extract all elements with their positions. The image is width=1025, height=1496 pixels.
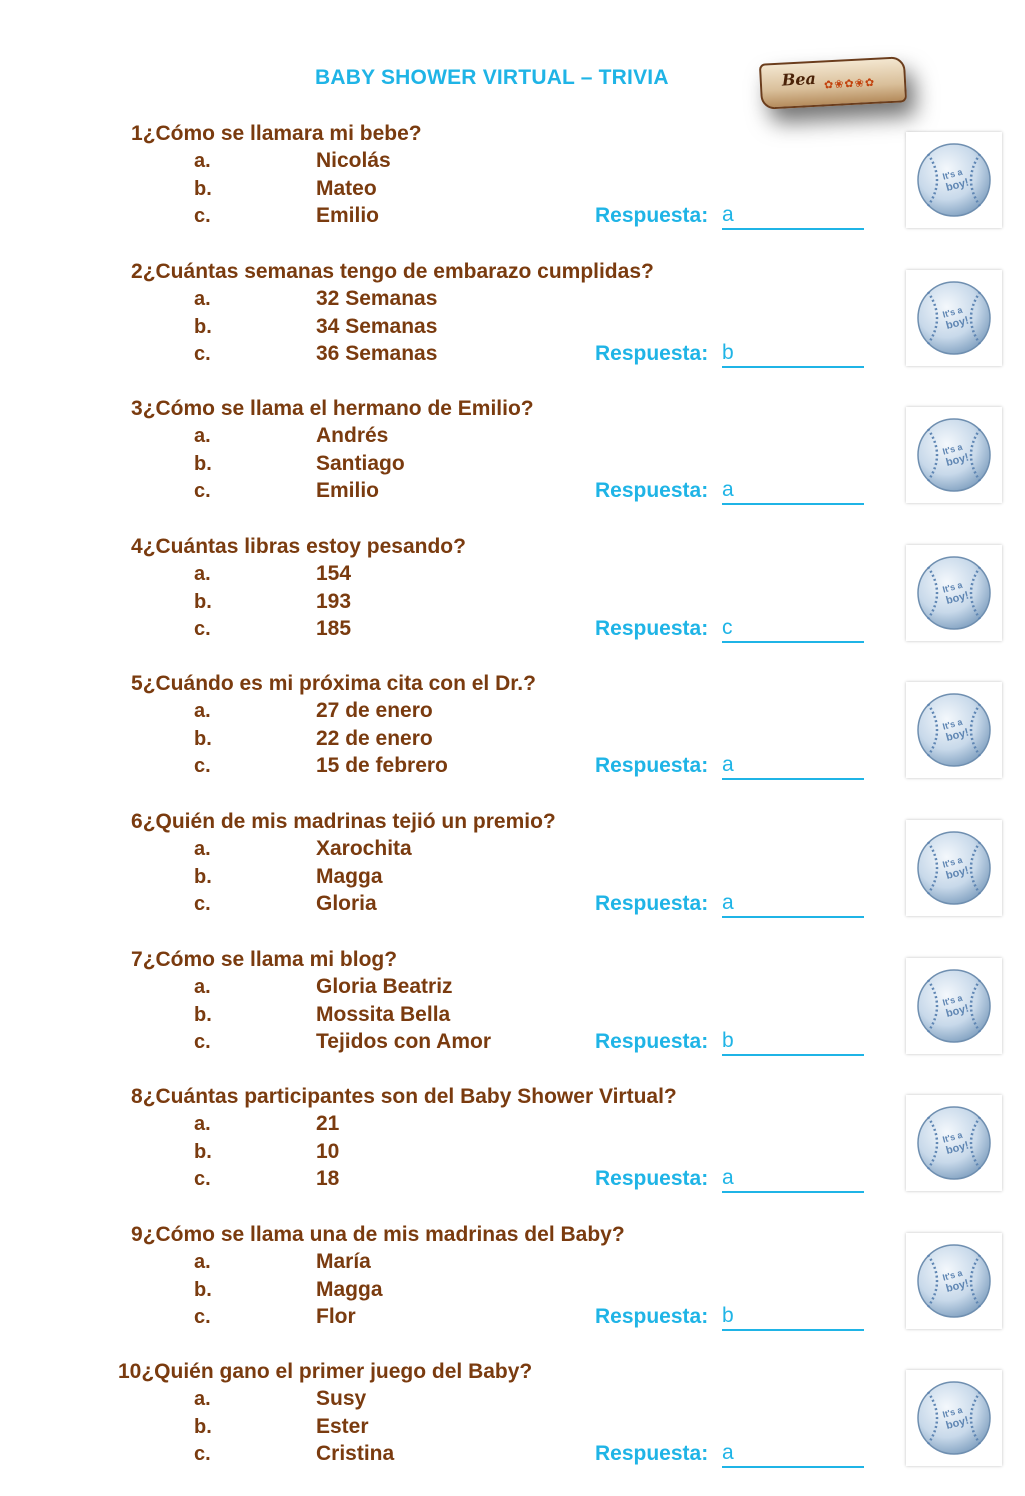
option-letter: c.: [194, 1443, 211, 1465]
svg-text:boy!: boy!: [944, 589, 971, 608]
answer-label: Respuesta:: [595, 479, 709, 502]
question-number: 4: [131, 535, 143, 558]
option-text: Cristina: [316, 1442, 395, 1465]
option-letter: b.: [194, 1279, 212, 1301]
answer-field[interactable]: b: [722, 1030, 864, 1056]
option-text: Mateo: [316, 177, 377, 200]
option-text: Flor: [316, 1305, 356, 1328]
question-label: ¿Cómo se llama mi blog?: [142, 948, 398, 971]
question-label: ¿Cómo se llama el hermano de Emilio?: [142, 397, 534, 420]
answer-label: Respuesta:: [595, 342, 709, 365]
question-block: [0, 810, 1025, 946]
answer-field[interactable]: a: [722, 204, 864, 230]
option-letter: a.: [194, 150, 211, 172]
question-block: [0, 1360, 1025, 1496]
svg-text:boy!: boy!: [944, 176, 971, 195]
answer-field[interactable]: a: [722, 754, 864, 780]
question-text: [131, 535, 466, 559]
svg-text:It's a: It's a: [941, 992, 964, 1008]
option-text: 10: [316, 1140, 340, 1163]
answer-field[interactable]: a: [722, 1442, 864, 1468]
svg-text:boy!: boy!: [944, 726, 971, 745]
option-letter: b.: [194, 316, 212, 338]
option-text: María: [316, 1250, 371, 1273]
svg-text:It's a: It's a: [941, 1129, 964, 1145]
question-label: ¿Quién de mis madrinas tejió un premio?: [142, 810, 556, 833]
answer-field[interactable]: a: [722, 892, 864, 918]
answer-field[interactable]: a: [722, 1167, 864, 1193]
option-letter: a.: [194, 1388, 211, 1410]
question-text: [131, 810, 556, 834]
option-text: 36 Semanas: [316, 342, 438, 365]
name-banner-logo: [759, 56, 907, 110]
question-block: [0, 672, 1025, 808]
answer-field[interactable]: c: [722, 617, 864, 643]
question-number: 9: [131, 1223, 143, 1246]
svg-text:It's a: It's a: [941, 441, 964, 457]
answer-label: Respuesta:: [595, 204, 709, 227]
option-letter: a.: [194, 288, 211, 310]
question-text: [118, 1360, 532, 1384]
question-label: ¿Cómo se llamara mi bebe?: [142, 122, 422, 145]
question-label: ¿Cuántas libras estoy pesando?: [142, 535, 466, 558]
page-title: BABY SHOWER VIRTUAL – TRIVIA: [315, 66, 669, 89]
question-text: [131, 1223, 625, 1247]
option-text: Ester: [316, 1415, 369, 1438]
answer-label: Respuesta:: [595, 617, 709, 640]
option-letter: c.: [194, 893, 211, 915]
question-block: [0, 122, 1025, 258]
svg-text:boy!: boy!: [944, 1277, 971, 1296]
question-number: 6: [131, 810, 143, 833]
baseball-its-a-boy-icon: [906, 407, 1002, 503]
answer-field[interactable]: b: [722, 1305, 864, 1331]
question-number: 1: [131, 122, 143, 145]
option-letter: c.: [194, 343, 211, 365]
option-text: 154: [316, 562, 352, 585]
baseball-its-a-boy-icon: [906, 1095, 1002, 1191]
question-text: [131, 1085, 677, 1109]
svg-text:It's a: It's a: [941, 854, 964, 870]
option-text: Magga: [316, 865, 383, 888]
option-text: Gloria Beatriz: [316, 975, 453, 998]
baseball-its-a-boy-icon: [906, 958, 1002, 1054]
question-label: ¿Quién gano el primer juego del Baby?: [141, 1360, 533, 1383]
baseball-its-a-boy-icon: [906, 132, 1002, 228]
option-letter: b.: [194, 453, 212, 475]
baseball-its-a-boy-icon: [906, 270, 1002, 366]
question-block: [0, 1085, 1025, 1221]
svg-text:boy!: boy!: [944, 864, 971, 883]
option-text: 193: [316, 590, 352, 613]
banner-name: Bea: [781, 68, 817, 90]
answer-label: Respuesta:: [595, 892, 709, 915]
answer-label: Respuesta:: [595, 1442, 709, 1465]
question-number: 3: [131, 397, 143, 420]
svg-text:boy!: boy!: [944, 1139, 971, 1158]
question-label: ¿Cuántas semanas tengo de embarazo cumplidas?: [142, 260, 654, 283]
baseball-its-a-boy-icon: [906, 682, 1002, 778]
option-text: Magga: [316, 1278, 383, 1301]
question-block: [0, 260, 1025, 396]
option-text: Santiago: [316, 452, 405, 475]
option-text: Emilio: [316, 479, 380, 502]
option-letter: b.: [194, 591, 212, 613]
option-text: 34 Semanas: [316, 315, 438, 338]
question-block: [0, 948, 1025, 1084]
option-text: Andrés: [316, 424, 389, 447]
option-letter: b.: [194, 1141, 212, 1163]
question-number: 7: [131, 948, 143, 971]
option-text: Mossita Bella: [316, 1003, 451, 1026]
option-text: 22 de enero: [316, 727, 433, 750]
question-text: [131, 948, 397, 972]
question-label: ¿Cómo se llama una de mis madrinas del Baby?: [142, 1223, 625, 1246]
svg-text:It's a: It's a: [941, 166, 964, 182]
svg-text:It's a: It's a: [941, 1267, 964, 1283]
svg-text:It's a: It's a: [941, 304, 964, 320]
svg-text:It's a: It's a: [941, 579, 964, 595]
baseball-its-a-boy-icon: [906, 820, 1002, 916]
option-letter: a.: [194, 838, 211, 860]
option-text: Gloria: [316, 892, 377, 915]
question-text: [131, 397, 534, 421]
question-number: 5: [131, 672, 143, 695]
option-letter: a.: [194, 1113, 211, 1135]
question-text: [131, 260, 654, 284]
baseball-its-a-boy-icon: [906, 1370, 1002, 1466]
option-letter: b.: [194, 178, 212, 200]
flower-decoration-icon: ✿❀✿❀✿: [823, 76, 876, 92]
option-letter: c.: [194, 1168, 211, 1190]
option-text: Emilio: [316, 204, 380, 227]
question-number: 8: [131, 1085, 143, 1108]
option-letter: c.: [194, 1306, 211, 1328]
svg-text:boy!: boy!: [944, 314, 971, 333]
question-block: [0, 535, 1025, 671]
svg-text:boy!: boy!: [944, 1414, 971, 1433]
option-letter: c.: [194, 480, 211, 502]
option-letter: a.: [194, 563, 211, 585]
question-block: [0, 397, 1025, 533]
option-letter: b.: [194, 728, 212, 750]
option-text: 185: [316, 617, 352, 640]
question-number: 10: [118, 1360, 142, 1383]
baseball-its-a-boy-icon: [906, 545, 1002, 641]
question-block: [0, 1223, 1025, 1359]
svg-text:boy!: boy!: [944, 1002, 971, 1021]
question-text: [131, 122, 422, 146]
answer-label: Respuesta:: [595, 1030, 709, 1053]
option-letter: b.: [194, 866, 212, 888]
option-letter: a.: [194, 1251, 211, 1273]
option-letter: b.: [194, 1416, 212, 1438]
question-number: 2: [131, 260, 143, 283]
option-text: 27 de enero: [316, 699, 433, 722]
answer-field[interactable]: a: [722, 479, 864, 505]
option-text: Tejidos con Amor: [316, 1030, 492, 1053]
option-letter: b.: [194, 1004, 212, 1026]
option-letter: a.: [194, 425, 211, 447]
option-text: 21: [316, 1112, 340, 1135]
option-text: Nicolás: [316, 149, 391, 172]
baseball-its-a-boy-icon: [906, 1233, 1002, 1329]
option-text: 32 Semanas: [316, 287, 438, 310]
svg-text:boy!: boy!: [944, 451, 971, 470]
option-letter: c.: [194, 1031, 211, 1053]
option-text: Susy: [316, 1387, 367, 1410]
option-text: 18: [316, 1167, 340, 1190]
option-letter: a.: [194, 976, 211, 998]
answer-field[interactable]: b: [722, 342, 864, 368]
question-label: ¿Cuándo es mi próxima cita con el Dr.?: [142, 672, 536, 695]
option-letter: c.: [194, 618, 211, 640]
option-letter: c.: [194, 755, 211, 777]
question-text: [131, 672, 536, 696]
option-text: Xarochita: [316, 837, 412, 860]
answer-label: Respuesta:: [595, 1305, 709, 1328]
svg-text:It's a: It's a: [941, 1404, 964, 1420]
answer-label: Respuesta:: [595, 754, 709, 777]
option-letter: c.: [194, 205, 211, 227]
question-label: ¿Cuántas participantes son del Baby Shower Virtual?: [142, 1085, 677, 1108]
svg-text:It's a: It's a: [941, 716, 964, 732]
option-text: 15 de febrero: [316, 754, 448, 777]
option-letter: a.: [194, 700, 211, 722]
answer-label: Respuesta:: [595, 1167, 709, 1190]
